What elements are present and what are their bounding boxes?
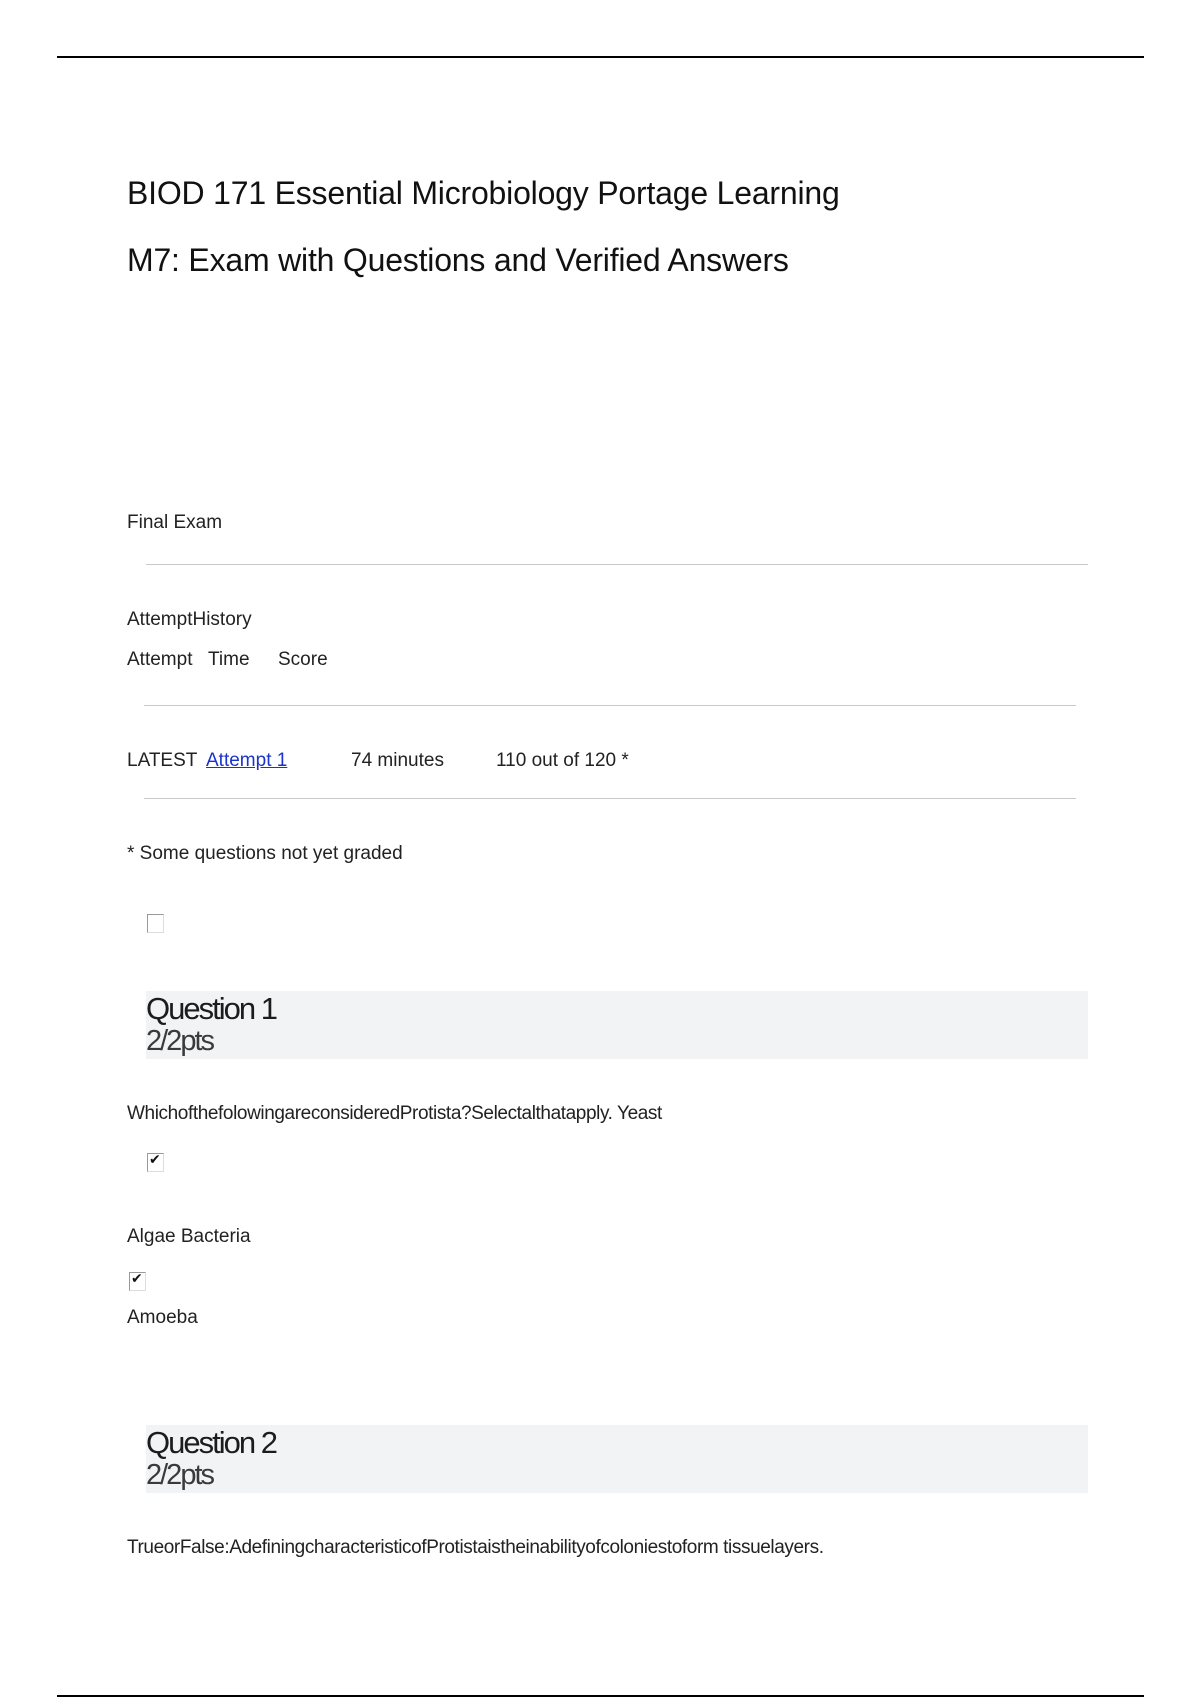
document-title-line-2: M7: Exam with Questions and Verified Answers xyxy=(127,242,789,278)
column-header-score: Score xyxy=(278,649,328,670)
column-header-time: Time xyxy=(208,649,250,670)
ungraded-footnote: * Some questions not yet graded xyxy=(127,843,403,864)
attempt-score: 110 out of 120 * xyxy=(496,750,629,771)
attempt-1-link[interactable]: Attempt 1 xyxy=(206,750,288,771)
divider xyxy=(144,705,1076,706)
question-2-points: 2/2pts xyxy=(146,1459,213,1491)
attempt-history-heading: AttemptHistory xyxy=(127,609,252,630)
question-1-prompt: WhichofthefolowingareconsideredProtista?Selectalthatapply. Yeast xyxy=(127,1103,662,1124)
question-2-prompt: TrueorFalse:AdefiningcharacteristicofProtistaistheinabilityofcoloniestoform tissuelayers. xyxy=(127,1537,824,1558)
document-title-line-1: BIOD 171 Essential Microbiology Portage Learning xyxy=(127,175,840,211)
divider xyxy=(146,564,1088,565)
question-1-title: Question 1 xyxy=(146,991,276,1026)
checkbox-amoeba[interactable] xyxy=(129,1272,146,1291)
question-1-points: 2/2pts xyxy=(146,1025,213,1057)
column-header-attempt: Attempt xyxy=(127,649,193,670)
question-2-header xyxy=(146,1425,1088,1493)
question-1-header xyxy=(146,991,1088,1059)
latest-label: LATEST xyxy=(127,750,198,771)
checkbox-placeholder xyxy=(147,914,164,933)
divider xyxy=(144,798,1076,799)
top-page-rule xyxy=(57,56,1144,58)
exam-name: Final Exam xyxy=(127,512,223,533)
checkbox-algae-bacteria[interactable] xyxy=(147,1153,164,1172)
attempt-time: 74 minutes xyxy=(351,750,444,771)
option-algae-bacteria: Algae Bacteria xyxy=(127,1226,251,1247)
option-amoeba: Amoeba xyxy=(127,1307,198,1328)
bottom-page-rule xyxy=(57,1695,1144,1697)
question-2-title: Question 2 xyxy=(146,1425,276,1460)
